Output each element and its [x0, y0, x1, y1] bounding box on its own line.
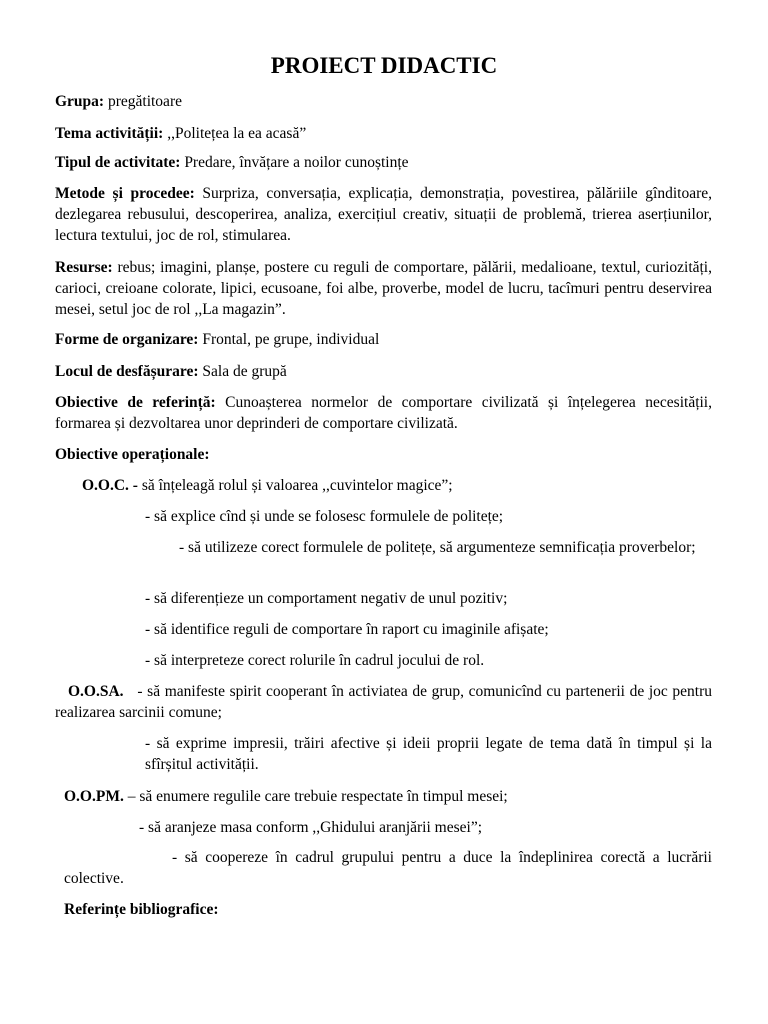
ooc-line-1 — [82, 475, 712, 496]
tema-paragraph — [55, 123, 712, 144]
resurse-value: rebus; imagini, planșe, postere cu reguli de comportare, pălării, medalioane, textul, curiozități, carioci, creioane colorate, lipici, ecusoane, foi albe, proverbe, model de lucru, tacîmuri pentru deservirea mesei, setul joc de rol ,,La magazin”. — [55, 259, 712, 318]
resurse-paragraph — [55, 257, 712, 320]
grupa-value: pregătitoare — [104, 93, 182, 110]
oosa-line-2 — [145, 733, 712, 775]
obiective-operationale-heading — [55, 444, 712, 465]
tipul-value: Predare, învățare a noilor cunoștințe — [180, 154, 409, 171]
ooc-line-6 — [145, 650, 712, 671]
forme-label: Forme de organizare: — [55, 331, 199, 348]
ooc-item-5: - să identifice reguli de comportare în raport cu imaginile afișate; — [145, 621, 549, 638]
forme-paragraph — [55, 329, 712, 350]
oopm-item-1: – să enumere regulile care trebuie respectate în timpul mesei; — [123, 788, 508, 805]
locul-paragraph — [55, 361, 712, 382]
metode-paragraph — [55, 183, 712, 246]
tipul-paragraph — [55, 152, 712, 173]
oopm-line-3 — [64, 847, 712, 889]
oosa-item-2: - să exprime impresii, trăiri afective și ideii proprii legate de tema dată în timpul și la sfîrșitul activității. — [145, 735, 712, 773]
oopm-line-1 — [64, 786, 712, 807]
oopm-label: O.O.PM. — [64, 788, 124, 805]
locul-label: Locul de desfășurare: — [55, 363, 199, 380]
referinte-heading — [64, 899, 712, 920]
tipul-label: Tipul de activitate: — [55, 154, 181, 171]
oopm-line-2 — [139, 817, 712, 838]
ooc-line-3 — [55, 537, 712, 558]
oosa-item-1: - să manifeste spirit cooperant în activiatea de grup, comunicînd cu partenerii de joc pentru realizarea sarcinii comune; — [55, 683, 712, 721]
grupa-label: Grupa: — [55, 93, 105, 110]
oosa-line-1 — [55, 681, 712, 723]
grupa-paragraph — [55, 91, 712, 112]
ooc-line-2 — [145, 506, 712, 527]
resurse-label: Resurse: — [55, 259, 113, 276]
obiective-referinta-label: Obiective de referință: — [55, 394, 216, 411]
ooc-label: O.O.C. - — [82, 477, 138, 494]
ooc-line-5 — [145, 619, 712, 640]
ooc-item-6: - să interpreteze corect rolurile în cadrul jocului de rol. — [145, 652, 485, 669]
obiective-referinta-value: Cunoașterea normelor de comportare civilizată și înțelegerea necesității, formarea și dezvoltarea unor deprinderi de comportare civilizată. — [55, 394, 712, 432]
obiective-referinta-paragraph — [55, 392, 712, 434]
referinte-label: Referințe bibliografice: — [64, 901, 219, 918]
metode-value: Surpriza, conversația, explicația, demonstrația, povestirea, pălăriile gînditoare, dezlegarea rebusului, descoperirea, analiza, exercițiul creativ, situații de problemă, trierea aserțiunilor, lectura textului, joc de rol, stimularea. — [55, 185, 713, 244]
oosa-label: O.O.SA. — [68, 683, 124, 700]
ooc-item-2: - să explice cînd și unde se folosesc formulele de politețe; — [145, 508, 504, 525]
locul-value: Sala de grupă — [198, 363, 287, 380]
ooc-line-4 — [145, 588, 712, 609]
obiective-operationale-label: Obiective operaționale: — [55, 446, 210, 463]
page-title: PROIECT DIDACTIC — [270, 53, 498, 78]
tema-value: ,,Politețea la ea acasă” — [163, 125, 307, 142]
metode-label: Metode și procedee: — [55, 185, 195, 202]
oopm-item-2: - să aranjeze masa conform ,,Ghidului aranjării mesei”; — [139, 819, 483, 836]
ooc-item-3: - să utilizeze corect formulele de politețe, să argumenteze semnificația proverbelor; — [179, 539, 696, 556]
ooc-item-4: - să diferențieze un comportament negativ de unul pozitiv; — [145, 590, 508, 607]
oopm-item-3: - să coopereze în cadrul grupului pentru a duce la îndeplinirea corectă a lucrării colective. — [64, 849, 712, 887]
ooc-item-1: să înțeleagă rolul și valoarea ,,cuvintelor magice”; — [137, 477, 453, 494]
forme-value: Frontal, pe grupe, individual — [198, 331, 380, 348]
tema-label: Tema activității: — [55, 125, 164, 142]
